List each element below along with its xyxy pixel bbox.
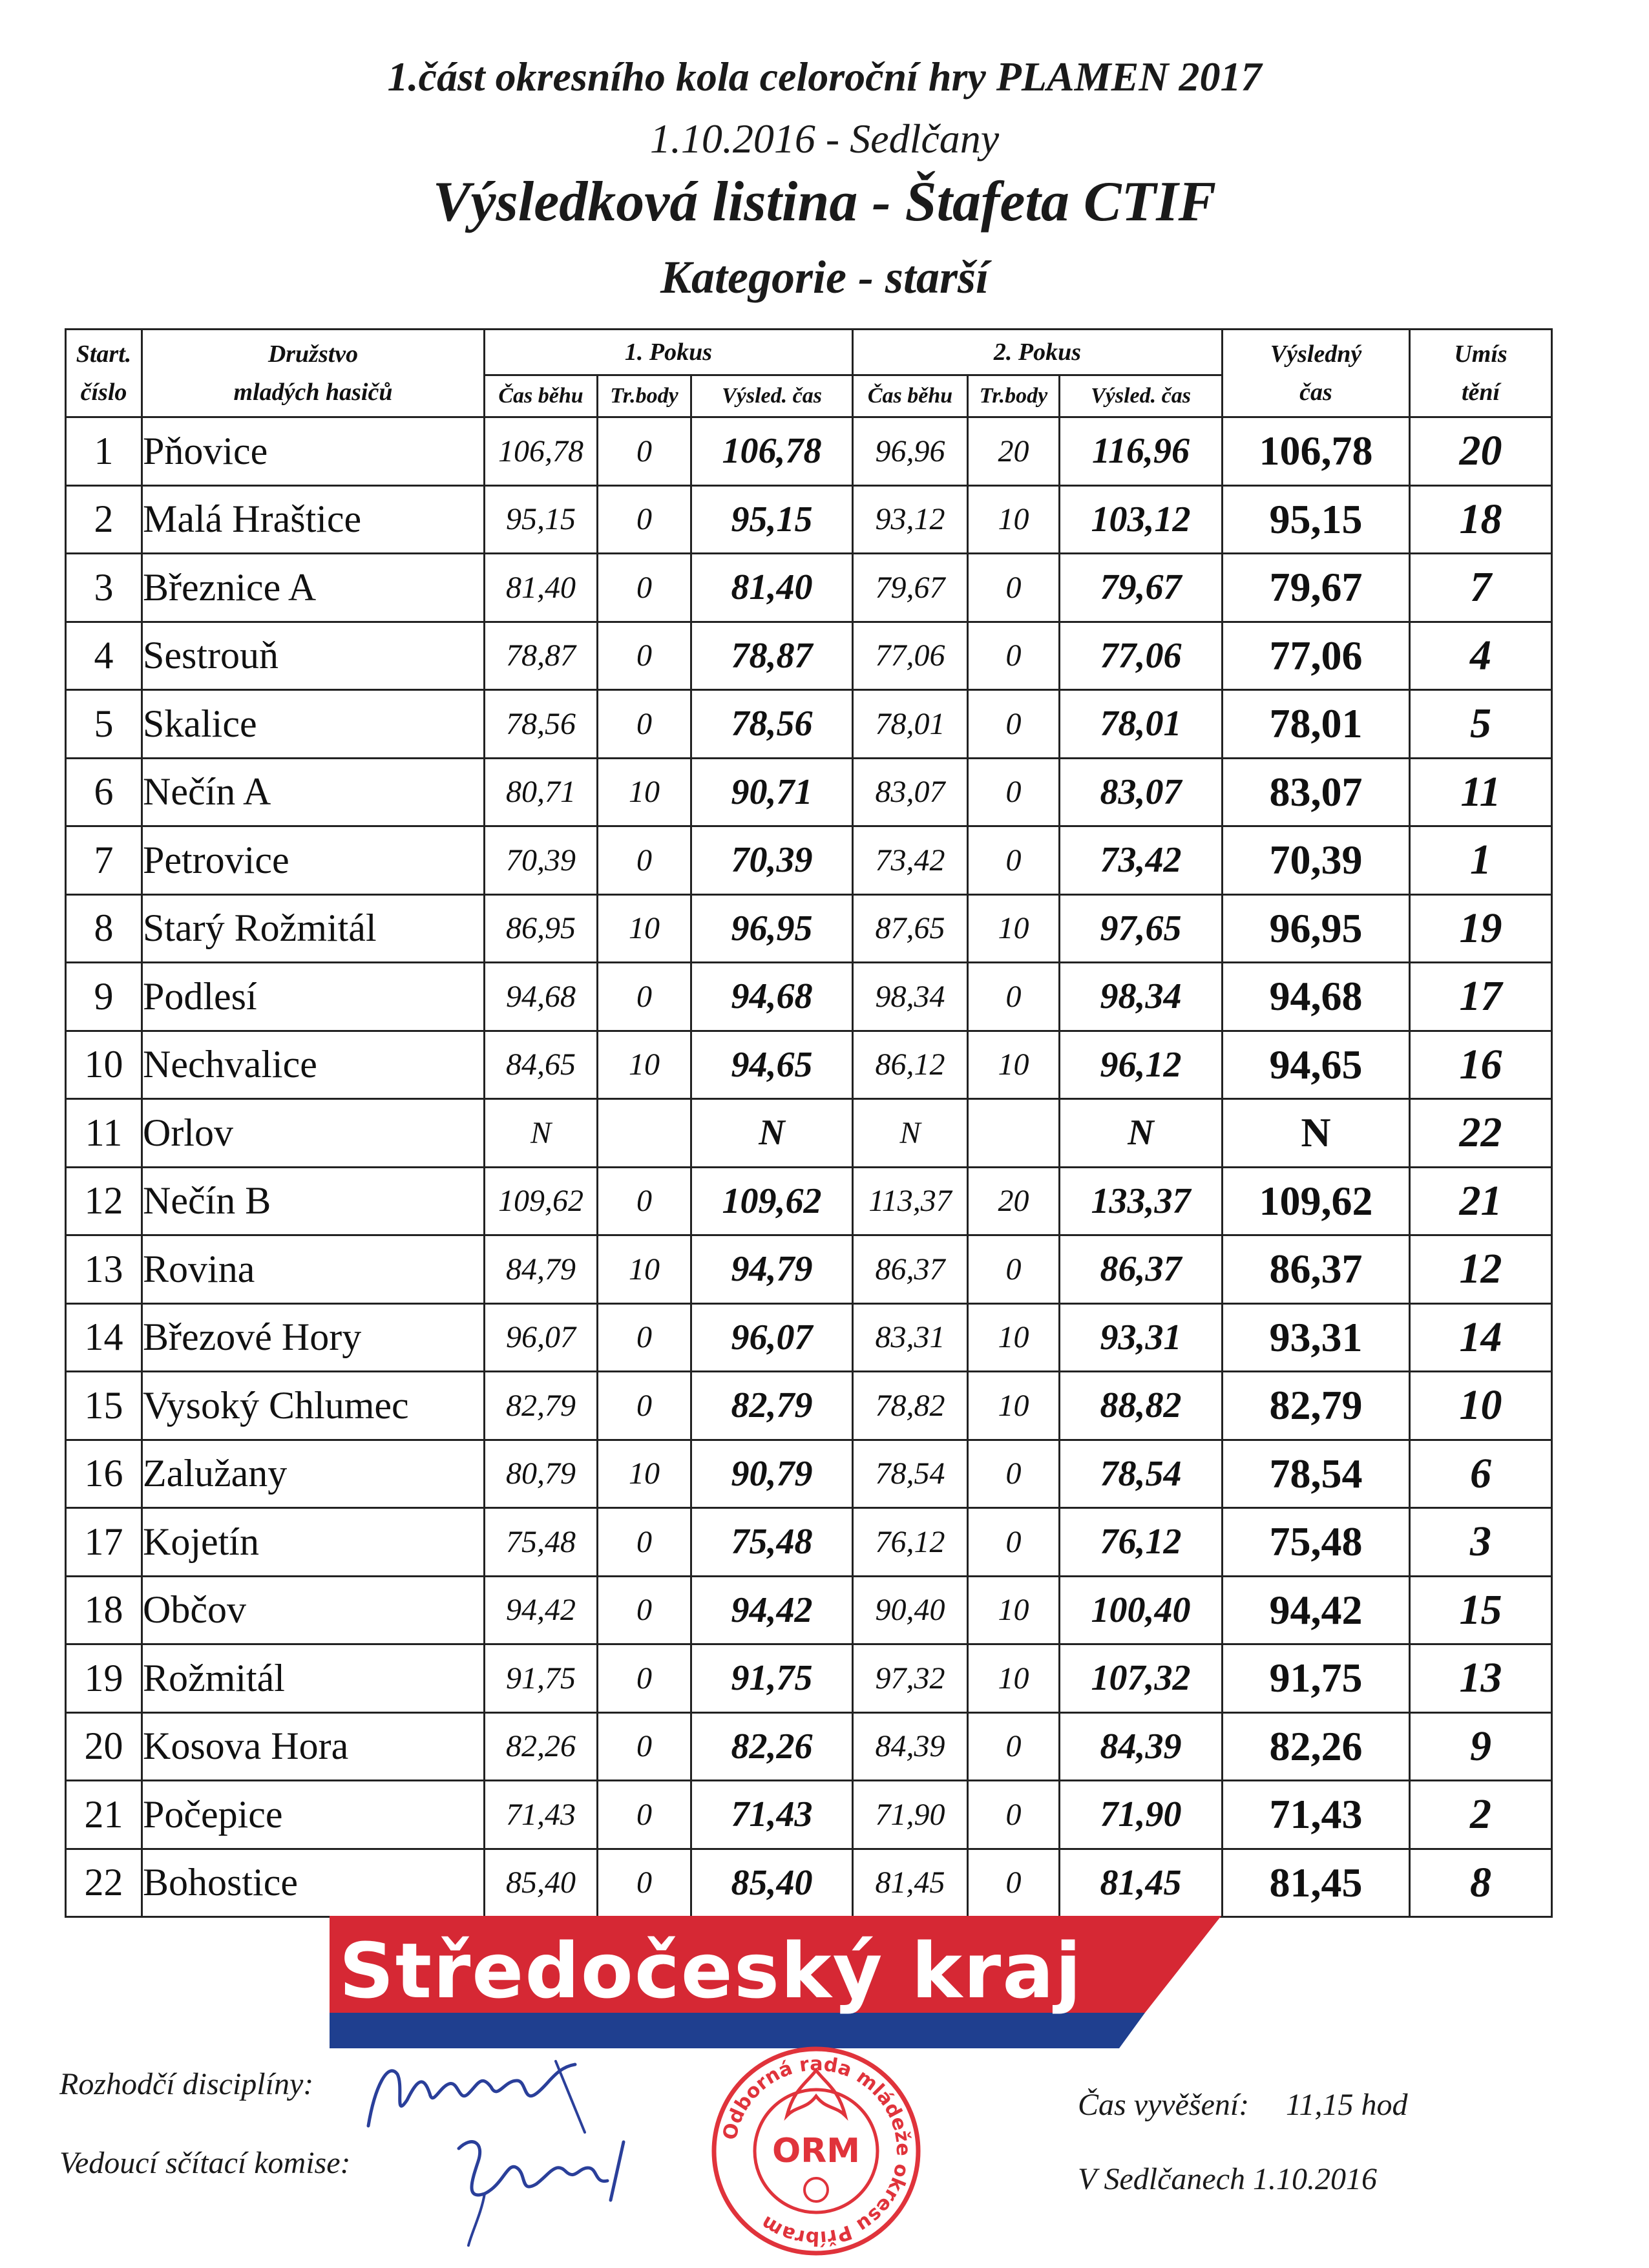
run-time-2-cell: 83,31 bbox=[853, 1303, 968, 1372]
run-time-1-cell: 78,87 bbox=[485, 622, 598, 690]
team-name-cell: Malá Hraštice bbox=[142, 485, 485, 554]
final-time-cell: 91,75 bbox=[1223, 1644, 1410, 1713]
place-cell: 20 bbox=[1410, 417, 1552, 486]
result-time-2-cell: 93,31 bbox=[1060, 1303, 1223, 1372]
place-cell: 11 bbox=[1410, 758, 1552, 826]
result-time-2-cell: 71,90 bbox=[1060, 1781, 1223, 1849]
table-row bbox=[66, 690, 1552, 759]
final-time-cell: 86,37 bbox=[1223, 1235, 1410, 1304]
penalty-2-cell: 0 bbox=[968, 622, 1060, 690]
team-name-cell: Rožmitál bbox=[142, 1644, 485, 1713]
title-line-2: 1.10.2016 - Sedlčany bbox=[649, 116, 1000, 162]
penalty-2-cell: 10 bbox=[968, 894, 1060, 963]
run-time-2-cell: 83,07 bbox=[853, 758, 968, 826]
place-cell: 4 bbox=[1410, 622, 1552, 690]
penalty-1-cell: 0 bbox=[598, 1576, 691, 1644]
result-time-2-cell: 79,67 bbox=[1060, 554, 1223, 622]
place-cell: 22 bbox=[1410, 1099, 1552, 1168]
run-time-2-cell: 73,42 bbox=[853, 826, 968, 895]
run-time-2-cell: 93,12 bbox=[853, 485, 968, 554]
table-row bbox=[66, 1781, 1552, 1849]
run-time-1-cell: 82,79 bbox=[485, 1372, 598, 1440]
place-cell: 3 bbox=[1410, 1508, 1552, 1577]
run-time-1-cell: 78,56 bbox=[485, 690, 598, 759]
team-name-cell: Nechvalice bbox=[142, 1031, 485, 1099]
final-time-cell: 106,78 bbox=[1223, 417, 1410, 486]
result-time-1-cell: 85,40 bbox=[691, 1849, 853, 1917]
header-penalty-2: Tr.body bbox=[968, 375, 1060, 417]
result-time-1-cell: 70,39 bbox=[691, 826, 853, 895]
penalty-1-cell: 0 bbox=[598, 1849, 691, 1917]
start-number-cell: 18 bbox=[66, 1576, 142, 1644]
table-row bbox=[66, 1576, 1552, 1644]
header-penalty-1: Tr.body bbox=[598, 375, 691, 417]
place-cell: 14 bbox=[1410, 1303, 1552, 1372]
team-name-cell: Nečín A bbox=[142, 758, 485, 826]
result-time-1-cell: 82,79 bbox=[691, 1372, 853, 1440]
final-time-cell: 93,31 bbox=[1223, 1303, 1410, 1372]
run-time-2-cell: N bbox=[853, 1099, 968, 1168]
penalty-1-cell: 0 bbox=[598, 1508, 691, 1577]
final-time-cell: 82,79 bbox=[1223, 1372, 1410, 1440]
final-time-cell: 79,67 bbox=[1223, 554, 1410, 622]
results-body bbox=[66, 417, 1552, 1917]
start-number-cell: 3 bbox=[66, 554, 142, 622]
stamp-center-text: ORM bbox=[772, 2132, 860, 2170]
start-number-cell: 2 bbox=[66, 485, 142, 554]
run-time-1-cell: 80,71 bbox=[485, 758, 598, 826]
team-name-cell: Bohostice bbox=[142, 1849, 485, 1917]
penalty-2-cell: 0 bbox=[968, 1508, 1060, 1577]
place-cell: 15 bbox=[1410, 1576, 1552, 1644]
final-time-cell: 78,01 bbox=[1223, 690, 1410, 759]
penalty-1-cell: 10 bbox=[598, 1235, 691, 1304]
penalty-1-cell: 0 bbox=[598, 485, 691, 554]
penalty-2-cell: 0 bbox=[968, 1440, 1060, 1508]
penalty-1-cell: 10 bbox=[598, 1440, 691, 1508]
penalty-2-cell: 10 bbox=[968, 1372, 1060, 1440]
final-time-cell: 78,54 bbox=[1223, 1440, 1410, 1508]
result-time-2-cell: 86,37 bbox=[1060, 1235, 1223, 1304]
team-name-cell: Sestrouň bbox=[142, 622, 485, 690]
counting-commission-label: Vedoucí sčítací komise: bbox=[59, 2146, 351, 2180]
table-row bbox=[66, 1167, 1552, 1235]
penalty-2-cell: 0 bbox=[968, 1849, 1060, 1917]
orm-stamp bbox=[709, 2044, 923, 2258]
start-number-cell: 13 bbox=[66, 1235, 142, 1304]
start-number-cell: 11 bbox=[66, 1099, 142, 1168]
final-time-cell: 75,48 bbox=[1223, 1508, 1410, 1577]
table-row bbox=[66, 1372, 1552, 1440]
team-name-cell: Počepice bbox=[142, 1781, 485, 1849]
result-time-2-cell: 88,82 bbox=[1060, 1372, 1223, 1440]
penalty-2-cell: 0 bbox=[968, 758, 1060, 826]
start-number-cell: 10 bbox=[66, 1031, 142, 1099]
stamp-ring-text: Odborná rada mládeže okresu Příbram bbox=[719, 2052, 915, 2250]
result-time-1-cell: 71,43 bbox=[691, 1781, 853, 1849]
result-time-2-cell: 100,40 bbox=[1060, 1576, 1223, 1644]
final-time-cell: N bbox=[1223, 1099, 1410, 1168]
header-attempt-1: 1. Pokus bbox=[485, 330, 853, 375]
start-number-cell: 19 bbox=[66, 1644, 142, 1713]
penalty-2-cell: 10 bbox=[968, 1576, 1060, 1644]
result-time-2-cell: 73,42 bbox=[1060, 826, 1223, 895]
run-time-2-cell: 77,06 bbox=[853, 622, 968, 690]
final-time-cell: 77,06 bbox=[1223, 622, 1410, 690]
team-name-cell: Občov bbox=[142, 1576, 485, 1644]
final-time-cell: 82,26 bbox=[1223, 1712, 1410, 1781]
result-time-2-cell: 76,12 bbox=[1060, 1508, 1223, 1577]
penalty-2-cell: 0 bbox=[968, 1781, 1060, 1849]
start-number-cell: 6 bbox=[66, 758, 142, 826]
result-time-1-cell: 96,07 bbox=[691, 1303, 853, 1372]
banner-text: Středočeský kraj bbox=[339, 1926, 1083, 2015]
result-time-2-cell: 77,06 bbox=[1060, 622, 1223, 690]
penalty-1-cell: 0 bbox=[598, 1303, 691, 1372]
result-time-1-cell: 78,87 bbox=[691, 622, 853, 690]
run-time-2-cell: 98,34 bbox=[853, 963, 968, 1031]
result-time-1-cell: 90,71 bbox=[691, 758, 853, 826]
result-time-2-cell: N bbox=[1060, 1099, 1223, 1168]
place-cell: 2 bbox=[1410, 1781, 1552, 1849]
commission-signature bbox=[446, 2123, 640, 2252]
header-team: Družstvo mladých hasičů bbox=[142, 330, 485, 417]
header-result-time-2: Výsled. čas bbox=[1060, 375, 1223, 417]
place-cell: 17 bbox=[1410, 963, 1552, 1031]
place-cell: 10 bbox=[1410, 1372, 1552, 1440]
team-name-cell: Skalice bbox=[142, 690, 485, 759]
posted-time-value: 11,15 hod bbox=[1286, 2088, 1408, 2122]
team-name-cell: Kojetín bbox=[142, 1508, 485, 1577]
place-cell: 12 bbox=[1410, 1235, 1552, 1304]
result-time-1-cell: 94,79 bbox=[691, 1235, 853, 1304]
table-row bbox=[66, 1712, 1552, 1781]
result-time-2-cell: 98,34 bbox=[1060, 963, 1223, 1031]
place-cell: 16 bbox=[1410, 1031, 1552, 1099]
penalty-1-cell: 0 bbox=[598, 826, 691, 895]
run-time-1-cell: 84,79 bbox=[485, 1235, 598, 1304]
penalty-1-cell: 0 bbox=[598, 1644, 691, 1713]
header-final-time: Výsledný čas bbox=[1223, 330, 1410, 417]
run-time-1-cell: 84,65 bbox=[485, 1031, 598, 1099]
final-time-cell: 94,42 bbox=[1223, 1576, 1410, 1644]
result-time-1-cell: 94,42 bbox=[691, 1576, 853, 1644]
header-result-time-1: Výsled. čas bbox=[691, 375, 853, 417]
header-place: Umís tění bbox=[1410, 330, 1552, 417]
final-time-cell: 95,15 bbox=[1223, 485, 1410, 554]
run-time-2-cell: 76,12 bbox=[853, 1508, 968, 1577]
penalty-2-cell bbox=[968, 1099, 1060, 1168]
table-row bbox=[66, 894, 1552, 963]
result-time-2-cell: 116,96 bbox=[1060, 417, 1223, 486]
place-cell: 6 bbox=[1410, 1440, 1552, 1508]
result-time-1-cell: 106,78 bbox=[691, 417, 853, 486]
category-title: Kategorie - starší bbox=[660, 251, 989, 303]
final-time-cell: 71,43 bbox=[1223, 1781, 1410, 1849]
run-time-1-cell: N bbox=[485, 1099, 598, 1168]
run-time-2-cell: 113,37 bbox=[853, 1167, 968, 1235]
run-time-2-cell: 86,12 bbox=[853, 1031, 968, 1099]
start-number-cell: 17 bbox=[66, 1508, 142, 1577]
team-name-cell: Březové Hory bbox=[142, 1303, 485, 1372]
final-time-cell: 94,68 bbox=[1223, 963, 1410, 1031]
run-time-1-cell: 71,43 bbox=[485, 1781, 598, 1849]
penalty-1-cell: 0 bbox=[598, 417, 691, 486]
result-time-1-cell: 91,75 bbox=[691, 1644, 853, 1713]
start-number-cell: 14 bbox=[66, 1303, 142, 1372]
run-time-2-cell: 87,65 bbox=[853, 894, 968, 963]
penalty-2-cell: 10 bbox=[968, 1303, 1060, 1372]
table-row bbox=[66, 1644, 1552, 1713]
start-number-cell: 4 bbox=[66, 622, 142, 690]
run-time-1-cell: 94,68 bbox=[485, 963, 598, 1031]
title-line-1: 1.část okresního kola celoroční hry PLAMEN 2017 bbox=[387, 54, 1262, 100]
table-row bbox=[66, 1031, 1552, 1099]
penalty-2-cell: 0 bbox=[968, 1712, 1060, 1781]
run-time-2-cell: 90,40 bbox=[853, 1576, 968, 1644]
penalty-1-cell: 0 bbox=[598, 1167, 691, 1235]
team-name-cell: Starý Rožmitál bbox=[142, 894, 485, 963]
result-time-1-cell: 94,65 bbox=[691, 1031, 853, 1099]
penalty-2-cell: 20 bbox=[968, 417, 1060, 486]
place-cell: 19 bbox=[1410, 894, 1552, 963]
results-table bbox=[65, 328, 1553, 1918]
result-time-2-cell: 84,39 bbox=[1060, 1712, 1223, 1781]
result-time-1-cell: 75,48 bbox=[691, 1508, 853, 1577]
table-row bbox=[66, 826, 1552, 895]
penalty-2-cell: 10 bbox=[968, 1644, 1060, 1713]
run-time-2-cell: 78,82 bbox=[853, 1372, 968, 1440]
result-time-1-cell: 78,56 bbox=[691, 690, 853, 759]
result-time-2-cell: 81,45 bbox=[1060, 1849, 1223, 1917]
result-time-2-cell: 78,54 bbox=[1060, 1440, 1223, 1508]
place-cell: 8 bbox=[1410, 1849, 1552, 1917]
final-time-cell: 96,95 bbox=[1223, 894, 1410, 963]
result-time-1-cell: 96,95 bbox=[691, 894, 853, 963]
place-cell: 13 bbox=[1410, 1644, 1552, 1713]
table-row bbox=[66, 1849, 1552, 1917]
place-date: V Sedlčanech 1.10.2016 bbox=[1078, 2162, 1378, 2196]
start-number-cell: 15 bbox=[66, 1372, 142, 1440]
run-time-2-cell: 84,39 bbox=[853, 1712, 968, 1781]
result-time-2-cell: 133,37 bbox=[1060, 1167, 1223, 1235]
run-time-1-cell: 86,95 bbox=[485, 894, 598, 963]
penalty-2-cell: 10 bbox=[968, 485, 1060, 554]
run-time-2-cell: 97,32 bbox=[853, 1644, 968, 1713]
result-time-1-cell: 94,68 bbox=[691, 963, 853, 1031]
table-row bbox=[66, 1099, 1552, 1168]
result-time-1-cell: 95,15 bbox=[691, 485, 853, 554]
run-time-2-cell: 79,67 bbox=[853, 554, 968, 622]
start-number-cell: 21 bbox=[66, 1781, 142, 1849]
place-cell: 7 bbox=[1410, 554, 1552, 622]
document-title: Výsledková listina - Štafeta CTIF bbox=[432, 171, 1217, 233]
penalty-1-cell: 0 bbox=[598, 1712, 691, 1781]
place-cell: 18 bbox=[1410, 485, 1552, 554]
run-time-1-cell: 75,48 bbox=[485, 1508, 598, 1577]
final-time-cell: 109,62 bbox=[1223, 1167, 1410, 1235]
result-time-2-cell: 107,32 bbox=[1060, 1644, 1223, 1713]
run-time-1-cell: 85,40 bbox=[485, 1849, 598, 1917]
team-name-cell: Pňovice bbox=[142, 417, 485, 486]
start-number-cell: 9 bbox=[66, 963, 142, 1031]
header-run-time-1: Čas běhu bbox=[485, 375, 598, 417]
run-time-1-cell: 80,79 bbox=[485, 1440, 598, 1508]
team-name-cell: Podlesí bbox=[142, 963, 485, 1031]
penalty-1-cell: 10 bbox=[598, 758, 691, 826]
start-number-cell: 7 bbox=[66, 826, 142, 895]
team-name-cell: Kosova Hora bbox=[142, 1712, 485, 1781]
penalty-1-cell: 0 bbox=[598, 1372, 691, 1440]
table-row bbox=[66, 963, 1552, 1031]
penalty-2-cell: 0 bbox=[968, 1235, 1060, 1304]
run-time-2-cell: 78,54 bbox=[853, 1440, 968, 1508]
team-name-cell: Orlov bbox=[142, 1099, 485, 1168]
team-name-cell: Vysoký Chlumec bbox=[142, 1372, 485, 1440]
final-time-cell: 83,07 bbox=[1223, 758, 1410, 826]
result-time-2-cell: 96,12 bbox=[1060, 1031, 1223, 1099]
run-time-1-cell: 106,78 bbox=[485, 417, 598, 486]
team-name-cell: Zalužany bbox=[142, 1440, 485, 1508]
penalty-2-cell: 0 bbox=[968, 554, 1060, 622]
run-time-2-cell: 78,01 bbox=[853, 690, 968, 759]
table-row bbox=[66, 1440, 1552, 1508]
penalty-1-cell: 0 bbox=[598, 554, 691, 622]
penalty-2-cell: 0 bbox=[968, 690, 1060, 759]
run-time-1-cell: 95,15 bbox=[485, 485, 598, 554]
start-number-cell: 20 bbox=[66, 1712, 142, 1781]
start-number-cell: 22 bbox=[66, 1849, 142, 1917]
table-row bbox=[66, 554, 1552, 622]
start-number-cell: 5 bbox=[66, 690, 142, 759]
table-row bbox=[66, 485, 1552, 554]
run-time-1-cell: 91,75 bbox=[485, 1644, 598, 1713]
judge-label: Rozhodčí disciplíny: bbox=[59, 2067, 314, 2101]
penalty-2-cell: 0 bbox=[968, 826, 1060, 895]
final-time-cell: 70,39 bbox=[1223, 826, 1410, 895]
place-cell: 9 bbox=[1410, 1712, 1552, 1781]
header-attempt-2: 2. Pokus bbox=[853, 330, 1223, 375]
table-row bbox=[66, 622, 1552, 690]
result-time-2-cell: 83,07 bbox=[1060, 758, 1223, 826]
run-time-1-cell: 82,26 bbox=[485, 1712, 598, 1781]
start-number-cell: 12 bbox=[66, 1167, 142, 1235]
run-time-1-cell: 70,39 bbox=[485, 826, 598, 895]
result-time-2-cell: 97,65 bbox=[1060, 894, 1223, 963]
team-name-cell: Nečín B bbox=[142, 1167, 485, 1235]
penalty-1-cell: 0 bbox=[598, 622, 691, 690]
penalty-1-cell: 10 bbox=[598, 894, 691, 963]
penalty-1-cell: 0 bbox=[598, 690, 691, 759]
team-name-cell: Petrovice bbox=[142, 826, 485, 895]
penalty-1-cell: 10 bbox=[598, 1031, 691, 1099]
run-time-1-cell: 81,40 bbox=[485, 554, 598, 622]
penalty-1-cell: 0 bbox=[598, 1781, 691, 1849]
penalty-1-cell: 0 bbox=[598, 963, 691, 1031]
run-time-2-cell: 81,45 bbox=[853, 1849, 968, 1917]
header-run-time-2: Čas běhu bbox=[853, 375, 968, 417]
result-time-1-cell: 90,79 bbox=[691, 1440, 853, 1508]
table-row bbox=[66, 1303, 1552, 1372]
penalty-2-cell: 0 bbox=[968, 963, 1060, 1031]
result-time-1-cell: N bbox=[691, 1099, 853, 1168]
penalty-2-cell: 20 bbox=[968, 1167, 1060, 1235]
table-row bbox=[66, 758, 1552, 826]
penalty-1-cell bbox=[598, 1099, 691, 1168]
place-cell: 1 bbox=[1410, 826, 1552, 895]
penalty-2-cell: 10 bbox=[968, 1031, 1060, 1099]
result-time-1-cell: 109,62 bbox=[691, 1167, 853, 1235]
place-cell: 5 bbox=[1410, 690, 1552, 759]
final-time-cell: 94,65 bbox=[1223, 1031, 1410, 1099]
start-number-cell: 8 bbox=[66, 894, 142, 963]
result-time-1-cell: 81,40 bbox=[691, 554, 853, 622]
result-time-1-cell: 82,26 bbox=[691, 1712, 853, 1781]
header-start-number: Start. číslo bbox=[66, 330, 142, 417]
run-time-1-cell: 109,62 bbox=[485, 1167, 598, 1235]
start-number-cell: 1 bbox=[66, 417, 142, 486]
team-name-cell: Březnice A bbox=[142, 554, 485, 622]
table-row bbox=[66, 1235, 1552, 1304]
run-time-2-cell: 86,37 bbox=[853, 1235, 968, 1304]
run-time-1-cell: 94,42 bbox=[485, 1576, 598, 1644]
table-row bbox=[66, 1508, 1552, 1577]
run-time-1-cell: 96,07 bbox=[485, 1303, 598, 1372]
posted-time-label: Čas vyvěšení: bbox=[1078, 2088, 1250, 2122]
run-time-2-cell: 96,96 bbox=[853, 417, 968, 486]
run-time-2-cell: 71,90 bbox=[853, 1781, 968, 1849]
result-time-2-cell: 78,01 bbox=[1060, 690, 1223, 759]
place-cell: 21 bbox=[1410, 1167, 1552, 1235]
final-time-cell: 81,45 bbox=[1223, 1849, 1410, 1917]
team-name-cell: Rovina bbox=[142, 1235, 485, 1304]
start-number-cell: 16 bbox=[66, 1440, 142, 1508]
result-time-2-cell: 103,12 bbox=[1060, 485, 1223, 554]
table-row bbox=[66, 417, 1552, 486]
